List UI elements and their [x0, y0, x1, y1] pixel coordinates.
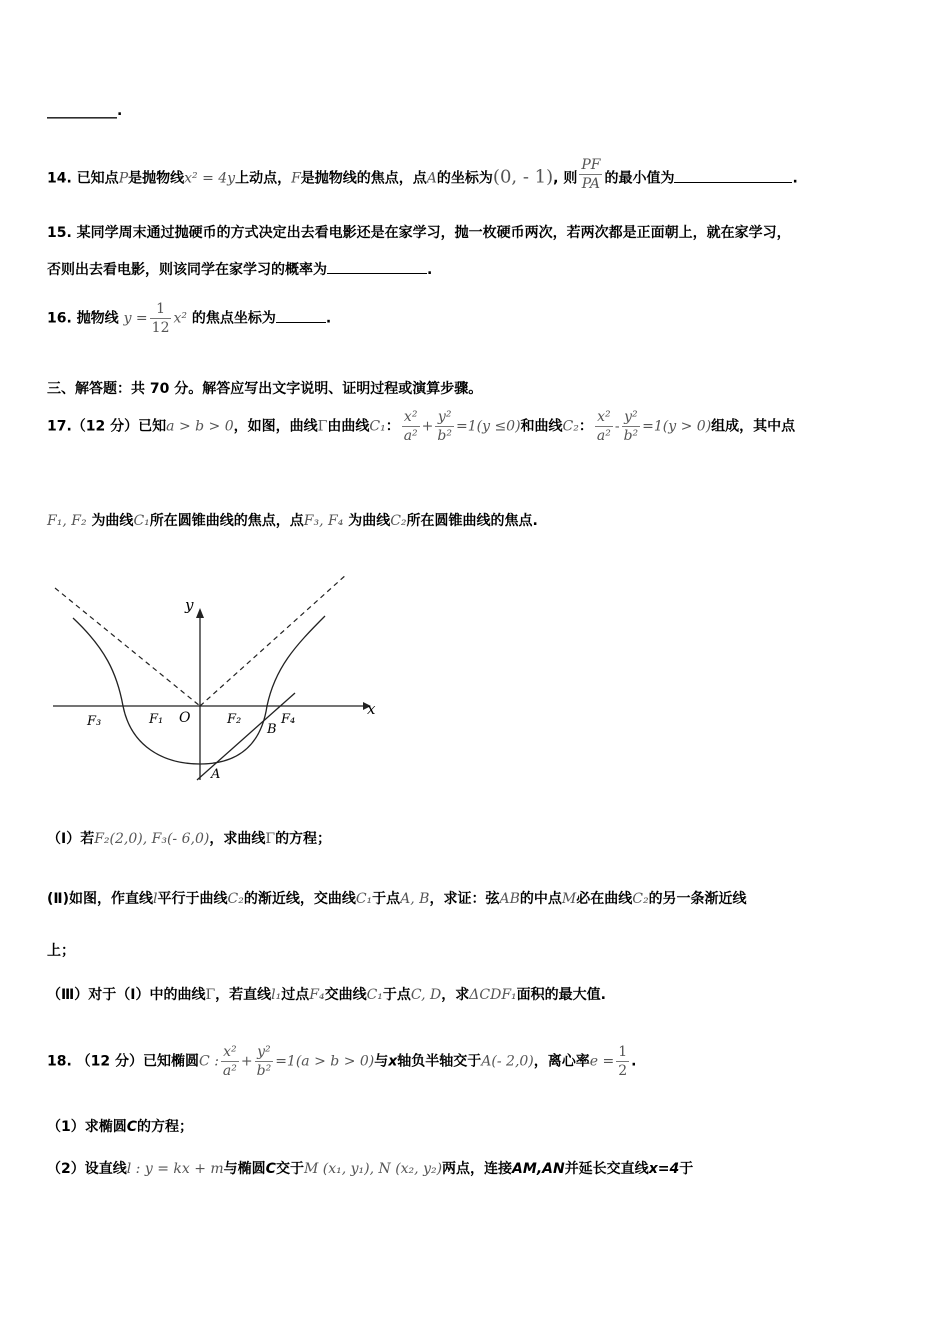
math-e: e =: [589, 1053, 615, 1070]
text: 的中点: [519, 891, 562, 907]
math-c2: C₂: [390, 513, 407, 529]
text: ：: [578, 418, 593, 435]
question-17-line2: [47, 510, 538, 530]
ellipse-lower-half: [123, 706, 267, 764]
text: ：: [385, 418, 400, 435]
math-cd: C, D: [410, 987, 442, 1003]
math-x4: x=4: [648, 1161, 680, 1177]
math-c1: C₁: [366, 987, 383, 1003]
fraction-numerator: x²: [402, 408, 420, 427]
math-c2: C₂: [632, 891, 649, 907]
text: （Ⅲ）对于（Ⅰ）中的曲线: [47, 987, 206, 1003]
math-x: x: [388, 1053, 398, 1070]
text: 轴负半轴交于: [397, 1053, 482, 1070]
math-fraction: [622, 408, 641, 445]
fraction-denominator: b²: [437, 428, 452, 444]
q13-tail: [47, 103, 122, 119]
math-c2: C₂: [562, 418, 579, 435]
text: , 则: [553, 170, 578, 187]
question-17-part-2-line2: [47, 940, 75, 960]
asymptote-right: [200, 574, 347, 706]
text: 的焦点坐标为: [191, 310, 276, 327]
text: 平行于曲线: [157, 891, 228, 907]
fraction-denominator: b²: [623, 428, 639, 444]
math-point-f: F: [291, 170, 301, 187]
period: .: [631, 1053, 637, 1070]
math-c2: C₂: [227, 891, 244, 907]
math-fraction: [402, 408, 420, 445]
text: 的方程；: [275, 831, 332, 847]
text: 的坐标为: [436, 170, 493, 187]
hyperbola-left-branch: [73, 618, 123, 706]
question-16: [47, 300, 331, 337]
math-gamma: Γ: [265, 831, 276, 847]
text: ，求证：弦: [429, 891, 500, 907]
text: 过点: [281, 987, 310, 1003]
text: 15. 某同学周末通过抛硬币的方式决定出去看电影还是在家学习，抛一枚硬币两次，若两次都是正面朝上，就在家学习，: [47, 225, 791, 241]
math-am-an: AM,AN: [512, 1161, 565, 1177]
text: 是抛物线的焦点，点: [300, 170, 427, 187]
math-foci-34: F₃, F₄: [303, 513, 344, 529]
answer-blank: [276, 310, 326, 323]
text: 抛物线: [76, 310, 119, 327]
text: ，离心率: [533, 1053, 590, 1070]
math-ab: AB: [499, 891, 520, 907]
asymptote-left: [55, 588, 200, 706]
text: 否则出去看电影，则该同学在家学习的概率为: [47, 262, 327, 278]
text: 已知点: [76, 170, 119, 187]
label-f3: F₃: [87, 714, 102, 729]
fraction-denominator: a²: [222, 1063, 237, 1079]
label-y: y: [185, 596, 194, 614]
math-rhs: =1(a > b > 0): [275, 1053, 375, 1070]
math-points-mn: M (x₁, y₁), N (x₂, y₂): [303, 1161, 443, 1177]
text: 面积的最大值.: [516, 987, 606, 1003]
label-x: x: [367, 700, 376, 718]
fraction-denominator: PA: [581, 176, 601, 192]
label-o: O: [179, 710, 191, 726]
math-c1: C₁: [369, 418, 386, 435]
label-f1: F₁: [149, 712, 164, 727]
math-condition: a > b > 0: [166, 418, 234, 435]
question-17-part-1: [47, 828, 331, 848]
math-fraction-1-2: [616, 1043, 629, 1080]
math-point-a: A: [426, 170, 437, 187]
math-point-p: P: [118, 170, 129, 187]
text: 所在圆锥曲线的焦点，点: [149, 513, 304, 529]
question-15-line2: [47, 259, 432, 279]
label-f4: F₄: [281, 712, 296, 727]
question-number: 16.: [47, 310, 72, 327]
text: 于: [679, 1161, 694, 1177]
math-fraction: [595, 408, 613, 445]
fraction-numerator: x²: [221, 1043, 239, 1062]
question-15-line1: [47, 222, 791, 242]
text: 并延长交直线: [564, 1161, 649, 1177]
question-18-part-2: [47, 1158, 693, 1178]
label-a: A: [211, 767, 221, 782]
text: 必在曲线: [576, 891, 633, 907]
text: 于点: [382, 987, 411, 1003]
math-coordinate: (0, - 1): [492, 166, 554, 188]
fraction-numerator: y²: [435, 408, 454, 427]
fraction-denominator: 2: [618, 1063, 628, 1079]
math-rhs: =1(y ≤0): [455, 418, 521, 435]
answer-blank: [327, 261, 427, 274]
text: 的另一条渐近线: [648, 891, 747, 907]
text: 交曲线: [324, 987, 367, 1003]
period: .: [117, 103, 123, 119]
math-l1: l₁: [271, 987, 282, 1003]
math-line-eq: l : y = kx + m: [126, 1161, 224, 1177]
fraction-numerator: y²: [622, 408, 641, 427]
fraction-denominator: a²: [403, 428, 418, 444]
answer-blank: [674, 170, 792, 183]
math-points: F₂(2,0), F₃(- 6,0): [94, 831, 210, 847]
text: ，若直线: [215, 987, 272, 1003]
fraction-denominator: b²: [256, 1063, 272, 1079]
math-rhs: =1(y > 0): [642, 418, 712, 435]
text: 为曲线: [348, 513, 391, 529]
text: 上；: [47, 943, 75, 959]
fraction-numerator: y²: [255, 1043, 274, 1062]
text: ，求曲线: [209, 831, 266, 847]
question-17-line1: [47, 408, 795, 445]
fraction-numerator: PF: [581, 157, 601, 173]
text: 与: [374, 1053, 389, 1070]
math-plus: +: [240, 1053, 253, 1070]
question-number: 18. （12 分）已知椭圆: [47, 1053, 200, 1070]
math-gamma: Γ: [205, 987, 216, 1003]
text: 交于: [275, 1161, 304, 1177]
curve-figure: [45, 568, 385, 788]
text: 于点: [372, 891, 401, 907]
text: 是抛物线: [128, 170, 185, 187]
y-axis-arrow: [196, 608, 204, 618]
math-m: M: [561, 891, 577, 907]
math-parabola-eq: x² = 4y: [184, 170, 236, 187]
text: 的方程；: [137, 1119, 194, 1135]
text: 的渐近线，交曲线: [243, 891, 356, 907]
text: 三、解答题：共 70 分。解答应写出文字说明、证明过程或演算步骤。: [47, 381, 483, 397]
section-heading: [47, 378, 482, 398]
math-minus: -: [614, 418, 620, 435]
fraction-numerator: 1: [150, 300, 172, 319]
text: 为曲线: [91, 513, 134, 529]
text: 所在圆锥曲线的焦点.: [406, 513, 538, 529]
math-c: C: [265, 1161, 276, 1177]
text: （2）设直线: [47, 1161, 127, 1177]
question-number: 14.: [47, 170, 72, 187]
fraction-numerator: 1: [618, 1044, 628, 1060]
math-fraction: [221, 1043, 239, 1080]
math-c1: C₁: [355, 891, 373, 907]
question-17-part-2: [47, 888, 747, 908]
math-fraction: [255, 1043, 274, 1080]
question-18-part-1: [47, 1116, 193, 1136]
question-18: [47, 1043, 636, 1080]
math-plus: +: [421, 418, 434, 435]
math-c1: C₁: [133, 513, 150, 529]
question-14: [47, 157, 798, 197]
math-point-a: A(- 2,0): [481, 1053, 534, 1070]
text: 上动点，: [235, 170, 292, 187]
text: 和曲线: [520, 418, 563, 435]
fraction-denominator: 12: [151, 320, 170, 336]
math-fraction: [435, 408, 454, 445]
period: .: [792, 170, 798, 187]
text: （Ⅰ）若: [47, 831, 95, 847]
text: ，如图，曲线: [233, 418, 318, 435]
text: （1）求椭圆: [47, 1119, 127, 1135]
math-triangle: ΔCDF₁: [469, 987, 517, 1003]
text: 两点，连接: [442, 1161, 513, 1177]
fraction-denominator: a²: [596, 428, 611, 444]
text: (Ⅱ)如图，作直线: [47, 891, 154, 907]
math-c: C: [126, 1119, 138, 1135]
text: 组成，其中点: [711, 418, 796, 435]
text: 与椭圆: [223, 1161, 266, 1177]
period: .: [427, 262, 433, 278]
math-ab: A, B: [400, 891, 430, 907]
math-x-squared: x²: [173, 310, 187, 327]
math-y-eq: y =: [123, 310, 148, 327]
fraction-numerator: x²: [595, 408, 613, 427]
question-17-part-3: [47, 984, 606, 1004]
math-fraction-1-12: [150, 300, 172, 337]
math-c: C :: [199, 1053, 219, 1070]
question-number: 17.（12 分）已知: [47, 418, 167, 435]
answer-blank: __________: [47, 103, 117, 119]
label-f2: F₂: [227, 712, 242, 727]
math-gamma: Γ: [317, 418, 328, 435]
text: 由曲线: [327, 418, 370, 435]
math-f4: F₄: [309, 987, 325, 1003]
math-foci-12: F₁, F₂: [47, 513, 87, 529]
text: ，求: [441, 987, 470, 1003]
text: 的最小值为: [604, 170, 675, 187]
hyperbola-right-branch: [267, 616, 325, 706]
label-b: B: [267, 722, 277, 737]
math-l: l: [153, 891, 158, 907]
math-fraction-pf-pa: [579, 156, 602, 193]
period: .: [325, 310, 332, 327]
